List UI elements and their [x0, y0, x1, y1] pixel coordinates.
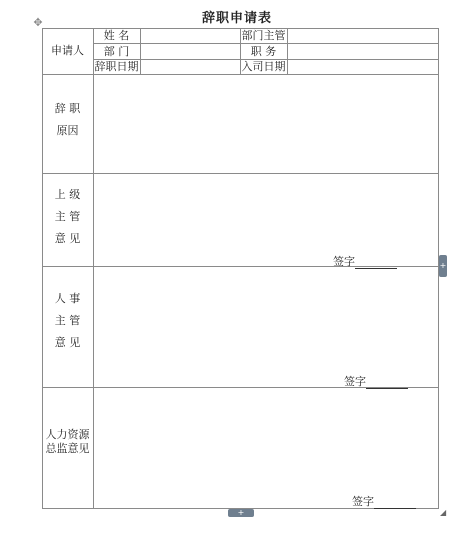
department-field[interactable]	[141, 45, 240, 59]
name-label: 姓 名	[103, 29, 130, 42]
supervisor-signature: 签字	[333, 253, 397, 269]
resize-icon[interactable]: ◢	[440, 508, 447, 517]
chevron-right-icon[interactable]: +	[439, 255, 447, 277]
supervisor-opinion-field[interactable]	[94, 174, 438, 254]
join-date-label: 入司日期	[241, 60, 286, 73]
reason-label: 辞 职 原因	[54, 102, 81, 137]
reason-field[interactable]	[94, 75, 438, 172]
hr-director-signature-line[interactable]	[374, 497, 416, 509]
hr-director-signature: 签字	[352, 493, 416, 509]
hr-director-opinion-label: 人力资源 总监意见	[45, 428, 90, 455]
department-label: 部 门	[103, 45, 130, 58]
position-field[interactable]	[288, 45, 438, 59]
department-head-field[interactable]	[288, 29, 438, 43]
resignation-date-label: 辞职日期	[94, 60, 139, 73]
add-row-icon[interactable]: +	[228, 509, 254, 517]
hr-opinion-label: 人 事 主 管 意 见	[54, 292, 81, 349]
applicant-label: 申请人	[51, 44, 84, 57]
move-icon[interactable]: ✥	[33, 16, 43, 29]
hr-director-opinion-field[interactable]	[94, 388, 438, 488]
department-head-label: 部门主管	[241, 29, 286, 42]
position-label: 职 务	[250, 45, 277, 58]
supervisor-opinion-label: 上 级 主 管 意 见	[54, 188, 81, 245]
join-date-field[interactable]	[288, 60, 438, 74]
resignation-date-field[interactable]	[141, 60, 240, 74]
form-title: 辞职申请表	[201, 11, 272, 26]
hr-signature: 签字	[344, 373, 408, 389]
hr-opinion-field[interactable]	[94, 267, 438, 371]
name-field[interactable]	[141, 29, 240, 43]
